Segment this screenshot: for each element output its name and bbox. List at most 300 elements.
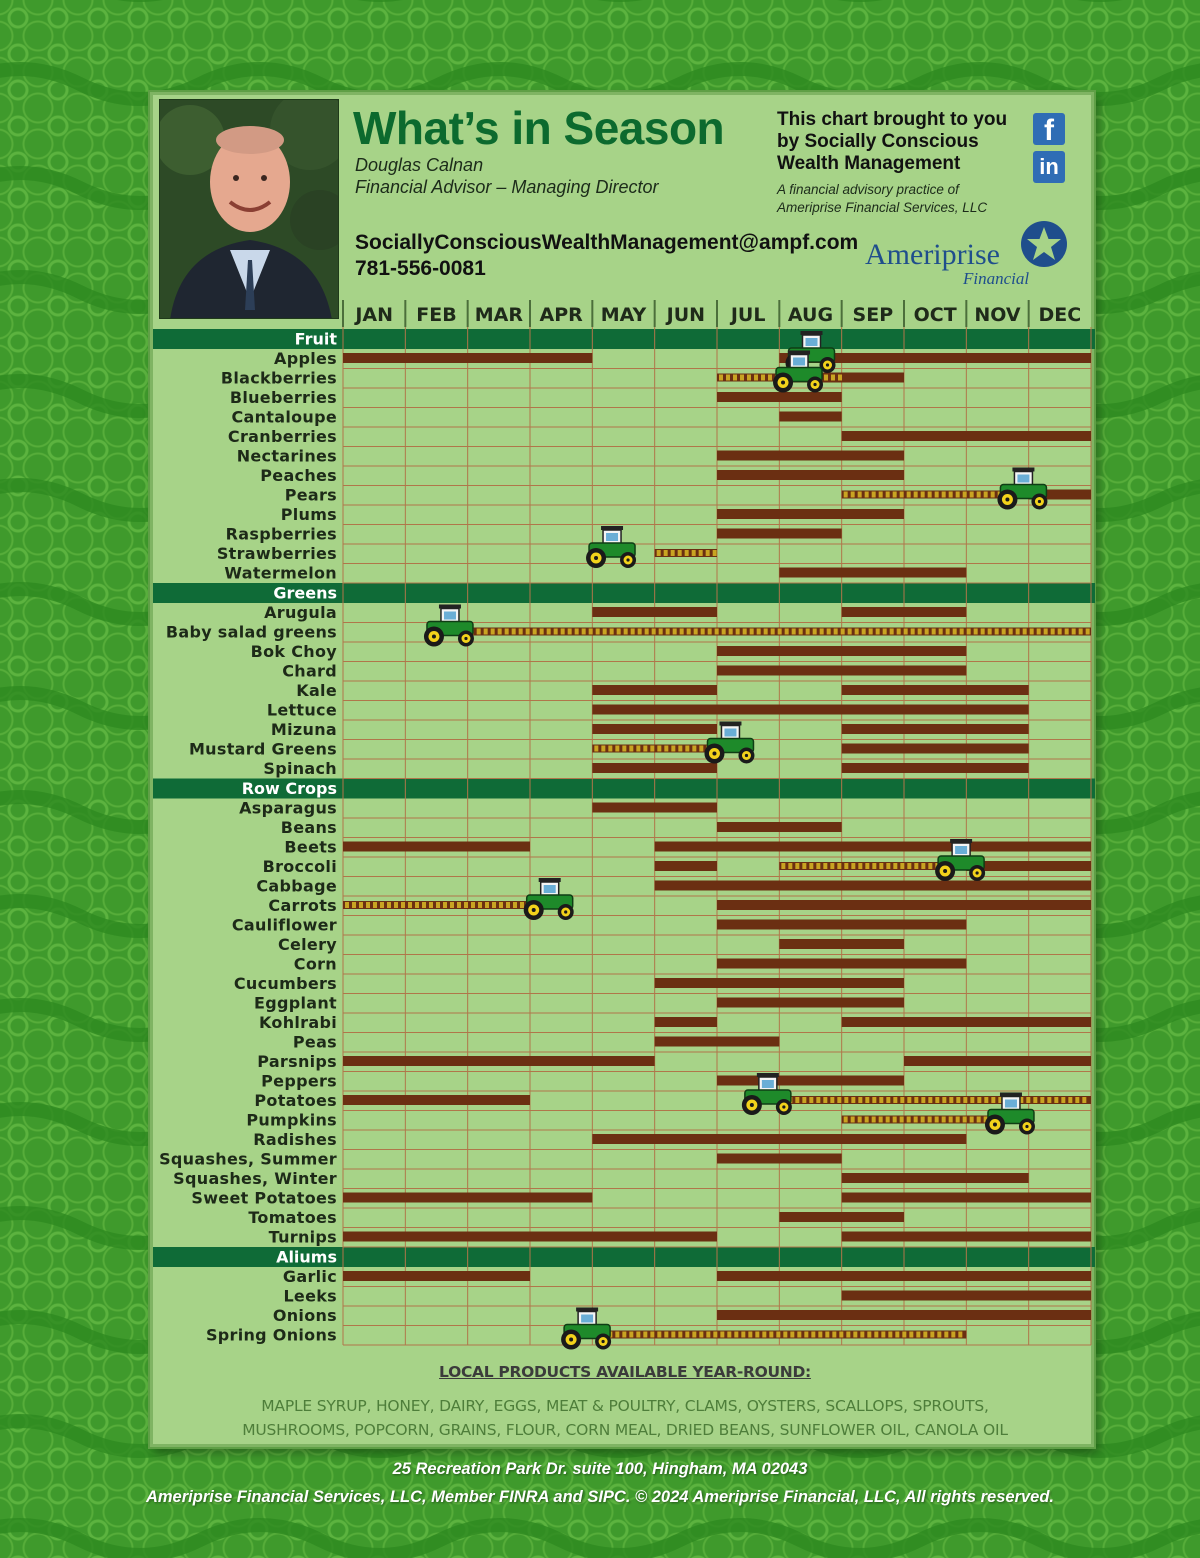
storage-bar-dot bbox=[839, 1332, 843, 1338]
crop-label: Nectarines bbox=[236, 446, 337, 466]
month-label-apr: APR bbox=[539, 304, 583, 326]
crop-label: Pears bbox=[284, 485, 337, 505]
storage-bar-dot bbox=[923, 1332, 927, 1338]
storage-bar-dot bbox=[706, 1332, 710, 1338]
contact-email-link[interactable]: SociallyConsciousWealthManagement@ampf.com bbox=[355, 231, 859, 254]
storage-bar-dot bbox=[928, 1117, 932, 1123]
storage-bar-dot bbox=[802, 863, 806, 869]
storage-bar-dot bbox=[886, 492, 890, 498]
storage-bar-dot bbox=[692, 746, 696, 752]
storage-bar-dot bbox=[1058, 629, 1062, 635]
storage-bar-dot bbox=[1023, 629, 1027, 635]
sponsor-line-2: by Socially Conscious bbox=[777, 131, 979, 152]
storage-bar-dot bbox=[837, 863, 841, 869]
crop-label: Corn bbox=[293, 954, 337, 974]
month-label-oct: OCT bbox=[913, 304, 957, 326]
storage-bar-dot bbox=[939, 629, 943, 635]
storage-bar-dot bbox=[692, 1332, 696, 1338]
storage-bar-dot bbox=[865, 1097, 869, 1103]
storage-bar-dot bbox=[832, 1332, 836, 1338]
storage-bar-dot bbox=[1082, 1097, 1086, 1103]
storage-bar-dot bbox=[601, 746, 605, 752]
storage-bar-dot bbox=[554, 629, 558, 635]
storage-bar-dot bbox=[1054, 1097, 1058, 1103]
storage-bar-dot bbox=[736, 629, 740, 635]
crop-label: Watermelon bbox=[224, 563, 337, 583]
crop-label: Sweet Potatoes bbox=[191, 1188, 337, 1208]
season-bar bbox=[592, 685, 717, 695]
storage-bar-dot bbox=[827, 629, 831, 635]
storage-bar-dot bbox=[1086, 629, 1090, 635]
season-bar bbox=[842, 431, 1091, 441]
row-onions bbox=[273, 1306, 1091, 1325]
group-header-greens bbox=[153, 583, 1095, 603]
storage-bar-dot bbox=[750, 629, 754, 635]
storage-bar-dot bbox=[893, 1097, 897, 1103]
storage-bar-dot bbox=[914, 1097, 918, 1103]
linkedin-icon[interactable]: in bbox=[1033, 151, 1065, 183]
season-bar bbox=[842, 1232, 1091, 1242]
storage-bar-dot bbox=[963, 1117, 967, 1123]
row-mustard-greens bbox=[189, 740, 1029, 759]
storage-bar-dot bbox=[900, 863, 904, 869]
footer-address: 25 Recreation Park Dr. suite 100, Hingham, MA 02043 bbox=[392, 1460, 808, 1478]
storage-bar-dot bbox=[671, 1332, 675, 1338]
storage-bar-dot bbox=[692, 550, 696, 556]
month-label-jan: JAN bbox=[355, 304, 394, 326]
storage-bar-dot bbox=[851, 1117, 855, 1123]
storage-bar-dot bbox=[636, 746, 640, 752]
row-carrots bbox=[268, 896, 1091, 915]
season-bar bbox=[779, 1212, 904, 1222]
tractor-icon bbox=[997, 468, 1047, 510]
storage-bar-dot bbox=[1033, 1097, 1037, 1103]
storage-bar-dot bbox=[533, 629, 537, 635]
month-label-mar: MAR bbox=[474, 304, 523, 326]
storage-bar-dot bbox=[685, 1332, 689, 1338]
storage-bar-dot bbox=[881, 1332, 885, 1338]
season-bar bbox=[343, 842, 530, 852]
storage-bar-dot bbox=[484, 629, 488, 635]
storage-bar-dot bbox=[652, 629, 656, 635]
advisor-role: Financial Advisor – Managing Director bbox=[355, 177, 659, 197]
crop-label: Radishes bbox=[253, 1130, 337, 1149]
storage-bar-dot bbox=[596, 629, 600, 635]
storage-bar-dot bbox=[893, 1117, 897, 1123]
storage-bar-dot bbox=[862, 629, 866, 635]
season-bar bbox=[717, 1076, 904, 1086]
group-label: Fruit bbox=[294, 329, 337, 349]
storage-bar-dot bbox=[988, 629, 992, 635]
row-cantaloupe bbox=[231, 408, 841, 427]
storage-bar-dot bbox=[837, 1097, 841, 1103]
row-cucumbers bbox=[234, 974, 904, 993]
crop-label: Cauliflower bbox=[231, 915, 337, 935]
row-strawberries bbox=[217, 544, 717, 563]
crop-label: Bok Choy bbox=[250, 642, 337, 661]
storage-bar-dot bbox=[645, 629, 649, 635]
storage-bar-dot bbox=[748, 1332, 752, 1338]
storage-bar-dot bbox=[636, 1332, 640, 1338]
storage-bar-dot bbox=[768, 375, 772, 381]
storage-bar-dot bbox=[981, 629, 985, 635]
row-sweet-potatoes bbox=[191, 1189, 1091, 1208]
crop-label: Turnips bbox=[268, 1227, 337, 1247]
storage-bar-dot bbox=[743, 629, 747, 635]
season-bar bbox=[717, 666, 966, 676]
storage-bar-dot bbox=[995, 629, 999, 635]
storage-bar-dot bbox=[657, 550, 661, 556]
storage-bar-dot bbox=[478, 902, 482, 908]
storage-bar-dot bbox=[799, 629, 803, 635]
row-lettuce bbox=[267, 701, 1029, 720]
storage-bar-dot bbox=[914, 492, 918, 498]
storage-bar-dot bbox=[872, 1117, 876, 1123]
row-leeks bbox=[283, 1287, 1091, 1306]
storage-bar-dot bbox=[629, 746, 633, 752]
storage-bar-dot bbox=[960, 629, 964, 635]
local-products-title: LOCAL PRODUCTS AVAILABLE YEAR-ROUND: bbox=[439, 1363, 811, 1381]
storage-bar-dot bbox=[844, 863, 848, 869]
season-chart-panel bbox=[150, 92, 1094, 1447]
month-label-sep: SEP bbox=[852, 304, 894, 326]
storage-bar-dot bbox=[921, 1097, 925, 1103]
season-bar bbox=[842, 1193, 1091, 1203]
storage-bar-dot bbox=[823, 1097, 827, 1103]
crop-label: Carrots bbox=[268, 896, 337, 915]
row-cranberries bbox=[228, 427, 1091, 446]
storage-bar-dot bbox=[729, 629, 733, 635]
storage-bar-dot bbox=[699, 1332, 703, 1338]
storage-bar-dot bbox=[589, 629, 593, 635]
storage-bar-dot bbox=[907, 863, 911, 869]
storage-bar-dot bbox=[575, 629, 579, 635]
storage-bar-dot bbox=[858, 863, 862, 869]
storage-bar-dot bbox=[897, 629, 901, 635]
storage-bar-dot bbox=[816, 863, 820, 869]
storage-bar-dot bbox=[956, 492, 960, 498]
row-spinach bbox=[263, 759, 1028, 778]
storage-bar-dot bbox=[893, 492, 897, 498]
storage-bar-dot bbox=[865, 863, 869, 869]
season-bar bbox=[655, 1017, 717, 1027]
storage-bar-dot bbox=[872, 863, 876, 869]
season-bar bbox=[717, 920, 966, 930]
crop-label: Eggplant bbox=[253, 993, 337, 1013]
storage-bar-dot bbox=[914, 863, 918, 869]
season-bar bbox=[655, 1037, 780, 1047]
storage-bar-dot bbox=[809, 1097, 813, 1103]
crop-label: Squashes, Winter bbox=[173, 1169, 337, 1188]
page-title: What’s in Season bbox=[353, 102, 725, 154]
storage-bar-dot bbox=[719, 375, 723, 381]
storage-bar-dot bbox=[373, 902, 377, 908]
storage-bar-dot bbox=[841, 629, 845, 635]
storage-bar-dot bbox=[788, 863, 792, 869]
storage-bar-dot bbox=[366, 902, 370, 908]
storage-bar-dot bbox=[547, 629, 551, 635]
storage-bar-dot bbox=[701, 629, 705, 635]
storage-bar-dot bbox=[603, 629, 607, 635]
crop-label: Kohlrabi bbox=[258, 1013, 337, 1032]
storage-bar-dot bbox=[694, 629, 698, 635]
storage-bar-dot bbox=[860, 1332, 864, 1338]
storage-bar-dot bbox=[844, 1117, 848, 1123]
storage-bar-dot bbox=[974, 629, 978, 635]
storage-bar-dot bbox=[867, 1332, 871, 1338]
storage-bar-dot bbox=[942, 492, 946, 498]
storage-bar-dot bbox=[726, 375, 730, 381]
storage-bar-dot bbox=[928, 492, 932, 498]
storage-bar-dot bbox=[380, 902, 384, 908]
storage-bar-dot bbox=[429, 902, 433, 908]
storage-bar-dot bbox=[888, 1332, 892, 1338]
storage-bar-dot bbox=[771, 629, 775, 635]
storage-bar-dot bbox=[848, 629, 852, 635]
storage-bar-dot bbox=[622, 746, 626, 752]
season-bar bbox=[717, 959, 966, 969]
storage-bar-dot bbox=[776, 1332, 780, 1338]
storage-bar-dot bbox=[858, 1097, 862, 1103]
storage-bar-dot bbox=[512, 629, 516, 635]
storage-bar-dot bbox=[526, 629, 530, 635]
storage-bar-dot bbox=[727, 1332, 731, 1338]
season-bar bbox=[592, 724, 717, 734]
storage-bar-dot bbox=[977, 1117, 981, 1123]
crop-label: Celery bbox=[277, 935, 337, 954]
storage-bar-dot bbox=[582, 629, 586, 635]
storage-bar-dot bbox=[984, 1097, 988, 1103]
storage-bar-dot bbox=[622, 1332, 626, 1338]
storage-bar-dot bbox=[925, 629, 929, 635]
row-potatoes bbox=[254, 1091, 1091, 1110]
row-radishes bbox=[253, 1130, 966, 1149]
season-bar bbox=[592, 803, 717, 813]
storage-bar-dot bbox=[984, 492, 988, 498]
storage-bar-dot bbox=[568, 629, 572, 635]
storage-bar-dot bbox=[831, 375, 835, 381]
storage-bar-dot bbox=[513, 902, 517, 908]
storage-bar-dot bbox=[1040, 1097, 1044, 1103]
storage-bar-dot bbox=[792, 629, 796, 635]
row-chard bbox=[282, 662, 966, 681]
storage-bar-dot bbox=[408, 902, 412, 908]
storage-bar-dot bbox=[1016, 629, 1020, 635]
row-peaches bbox=[260, 466, 904, 485]
storage-bar-dot bbox=[345, 902, 349, 908]
crop-label: Cabbage bbox=[256, 876, 337, 896]
storage-bar-dot bbox=[722, 629, 726, 635]
sponsor-sub-line-1: A financial advisory practice of bbox=[777, 182, 959, 197]
storage-bar-dot bbox=[977, 1097, 981, 1103]
crop-label: Blueberries bbox=[229, 388, 337, 407]
storage-bar-dot bbox=[914, 1117, 918, 1123]
storage-bar-dot bbox=[890, 629, 894, 635]
storage-bar-dot bbox=[715, 629, 719, 635]
storage-bar-dot bbox=[942, 1117, 946, 1123]
storage-bar-dot bbox=[949, 492, 953, 498]
storage-bar-dot bbox=[650, 1332, 654, 1338]
storage-bar-dot bbox=[851, 492, 855, 498]
storage-bar-dot bbox=[762, 1332, 766, 1338]
season-bar bbox=[592, 1134, 966, 1144]
row-mizuna bbox=[271, 720, 1029, 739]
season-bar bbox=[717, 451, 904, 461]
crop-label: Cucumbers bbox=[233, 974, 337, 993]
season-bar bbox=[343, 353, 592, 363]
crop-label: Spring Onions bbox=[205, 1325, 337, 1345]
storage-bar-dot bbox=[876, 629, 880, 635]
storage-bar-dot bbox=[624, 629, 628, 635]
storage-bar-dot bbox=[879, 1117, 883, 1123]
storage-bar-dot bbox=[1061, 1097, 1065, 1103]
storage-bar-dot bbox=[629, 1332, 633, 1338]
storage-bar-dot bbox=[956, 1117, 960, 1123]
season-bar bbox=[717, 1271, 1091, 1281]
storage-bar-dot bbox=[734, 1332, 738, 1338]
group-label: Row Crops bbox=[241, 779, 337, 798]
local-products-line-2: MUSHROOMS, POPCORN, GRAINS, FLOUR, CORN MEAL, DRIED BEANS, SUNFLOWER OIL, CANOLA OIL bbox=[242, 1421, 1008, 1439]
season-bar bbox=[343, 1095, 530, 1105]
storage-bar-dot bbox=[963, 1097, 967, 1103]
season-bar bbox=[842, 1173, 1029, 1183]
storage-bar-dot bbox=[830, 1097, 834, 1103]
season-bar bbox=[779, 568, 966, 578]
storage-bar-dot bbox=[506, 902, 510, 908]
storage-bar-dot bbox=[671, 550, 675, 556]
storage-bar-dot bbox=[394, 902, 398, 908]
season-bar bbox=[717, 1154, 842, 1164]
footer-legal: Ameriprise Financial Services, LLC, Member FINRA and SIPC. © 2024 Ameriprise Financial, LLC, All rights reserved. bbox=[145, 1488, 1055, 1506]
storage-bar-dot bbox=[631, 629, 635, 635]
season-bar bbox=[717, 529, 842, 539]
row-arugula bbox=[264, 603, 966, 622]
storage-bar-dot bbox=[491, 629, 495, 635]
storage-bar-dot bbox=[844, 492, 848, 498]
crop-label: Squashes, Summer bbox=[159, 1149, 337, 1169]
row-cabbage bbox=[256, 877, 1091, 896]
row-celery bbox=[278, 935, 904, 954]
storage-bar-dot bbox=[713, 1332, 717, 1338]
season-bar bbox=[717, 1310, 1091, 1320]
season-bar bbox=[717, 392, 842, 402]
storage-bar-dot bbox=[699, 746, 703, 752]
storage-bar-dot bbox=[907, 492, 911, 498]
storage-bar-dot bbox=[769, 1332, 773, 1338]
storage-bar-dot bbox=[664, 1332, 668, 1338]
storage-bar-dot bbox=[352, 902, 356, 908]
crop-label: Mizuna bbox=[270, 720, 337, 739]
storage-bar-dot bbox=[713, 550, 717, 556]
storage-bar-dot bbox=[872, 492, 876, 498]
storage-bar-dot bbox=[886, 863, 890, 869]
season-bar bbox=[779, 939, 904, 949]
crop-label: Beans bbox=[280, 818, 337, 837]
storage-bar-dot bbox=[659, 629, 663, 635]
storage-bar-dot bbox=[666, 629, 670, 635]
crop-label: Apples bbox=[274, 349, 337, 368]
storage-bar-dot bbox=[740, 375, 744, 381]
storage-bar-dot bbox=[874, 1332, 878, 1338]
crop-label: Mustard Greens bbox=[188, 739, 337, 759]
season-bar bbox=[717, 822, 842, 832]
storage-bar-dot bbox=[747, 375, 751, 381]
storage-bar-dot bbox=[937, 1332, 941, 1338]
storage-bar-dot bbox=[834, 629, 838, 635]
tractor-icon bbox=[586, 526, 636, 568]
storage-bar-dot bbox=[685, 746, 689, 752]
storage-bar-dot bbox=[720, 1332, 724, 1338]
sponsor-line-3: Wealth Management bbox=[777, 153, 961, 174]
storage-bar-dot bbox=[951, 1332, 955, 1338]
contact-phone[interactable]: 781-556-0081 bbox=[355, 257, 486, 280]
season-bar bbox=[842, 724, 1029, 734]
storage-bar-dot bbox=[505, 629, 509, 635]
storage-bar-dot bbox=[928, 1097, 932, 1103]
row-bok-choy bbox=[251, 642, 967, 661]
storage-bar-dot bbox=[970, 1117, 974, 1123]
storage-bar-dot bbox=[1002, 629, 1006, 635]
storage-bar-dot bbox=[946, 629, 950, 635]
month-label-dec: DEC bbox=[1038, 304, 1082, 326]
crop-label: Leeks bbox=[283, 1286, 337, 1306]
storage-bar-dot bbox=[359, 902, 363, 908]
storage-bar-dot bbox=[678, 550, 682, 556]
storage-bar-dot bbox=[846, 1332, 850, 1338]
storage-bar-dot bbox=[741, 1332, 745, 1338]
storage-bar-dot bbox=[977, 492, 981, 498]
storage-bar-dot bbox=[830, 863, 834, 869]
storage-bar-dot bbox=[869, 629, 873, 635]
crop-label: Blackberries bbox=[220, 368, 337, 388]
season-bar bbox=[655, 978, 904, 988]
storage-bar-dot bbox=[949, 1117, 953, 1123]
storage-bar-dot bbox=[540, 629, 544, 635]
row-eggplant bbox=[254, 994, 904, 1013]
row-blueberries bbox=[230, 388, 842, 407]
storage-bar-dot bbox=[733, 375, 737, 381]
storage-bar-dot bbox=[928, 863, 932, 869]
crop-label: Lettuce bbox=[266, 700, 337, 720]
group-header-fruit bbox=[153, 329, 1095, 349]
storage-bar-dot bbox=[900, 1117, 904, 1123]
storage-bar-dot bbox=[1037, 629, 1041, 635]
season-bar bbox=[779, 412, 841, 422]
storage-bar-dot bbox=[900, 492, 904, 498]
season-bar bbox=[655, 842, 1091, 852]
storage-bar-dot bbox=[818, 1332, 822, 1338]
month-label-aug: AUG bbox=[787, 304, 834, 326]
storage-bar-dot bbox=[657, 1332, 661, 1338]
storage-bar-dot bbox=[673, 629, 677, 635]
season-bar bbox=[966, 861, 1091, 871]
storage-bar-dot bbox=[879, 492, 883, 498]
storage-bar-dot bbox=[970, 492, 974, 498]
storage-bar-dot bbox=[643, 746, 647, 752]
storage-bar-dot bbox=[1030, 629, 1034, 635]
storage-bar-dot bbox=[811, 1332, 815, 1338]
crop-label: Cantaloupe bbox=[231, 407, 337, 427]
storage-bar-dot bbox=[813, 629, 817, 635]
tractor-icon bbox=[524, 878, 574, 920]
row-beans bbox=[281, 818, 842, 837]
storage-bar-dot bbox=[464, 902, 468, 908]
local-products-line-1: MAPLE SYRUP, HONEY, DAIRY, EGGS, MEAT & POULTRY, CLAMS, OYSTERS, SCALLOPS, SPROUTS, bbox=[261, 1397, 989, 1415]
season-bar bbox=[717, 470, 904, 480]
crop-label: Tomatoes bbox=[248, 1208, 337, 1227]
advisor-name: Douglas Calnan bbox=[355, 155, 484, 175]
facebook-icon[interactable]: f bbox=[1033, 113, 1065, 145]
